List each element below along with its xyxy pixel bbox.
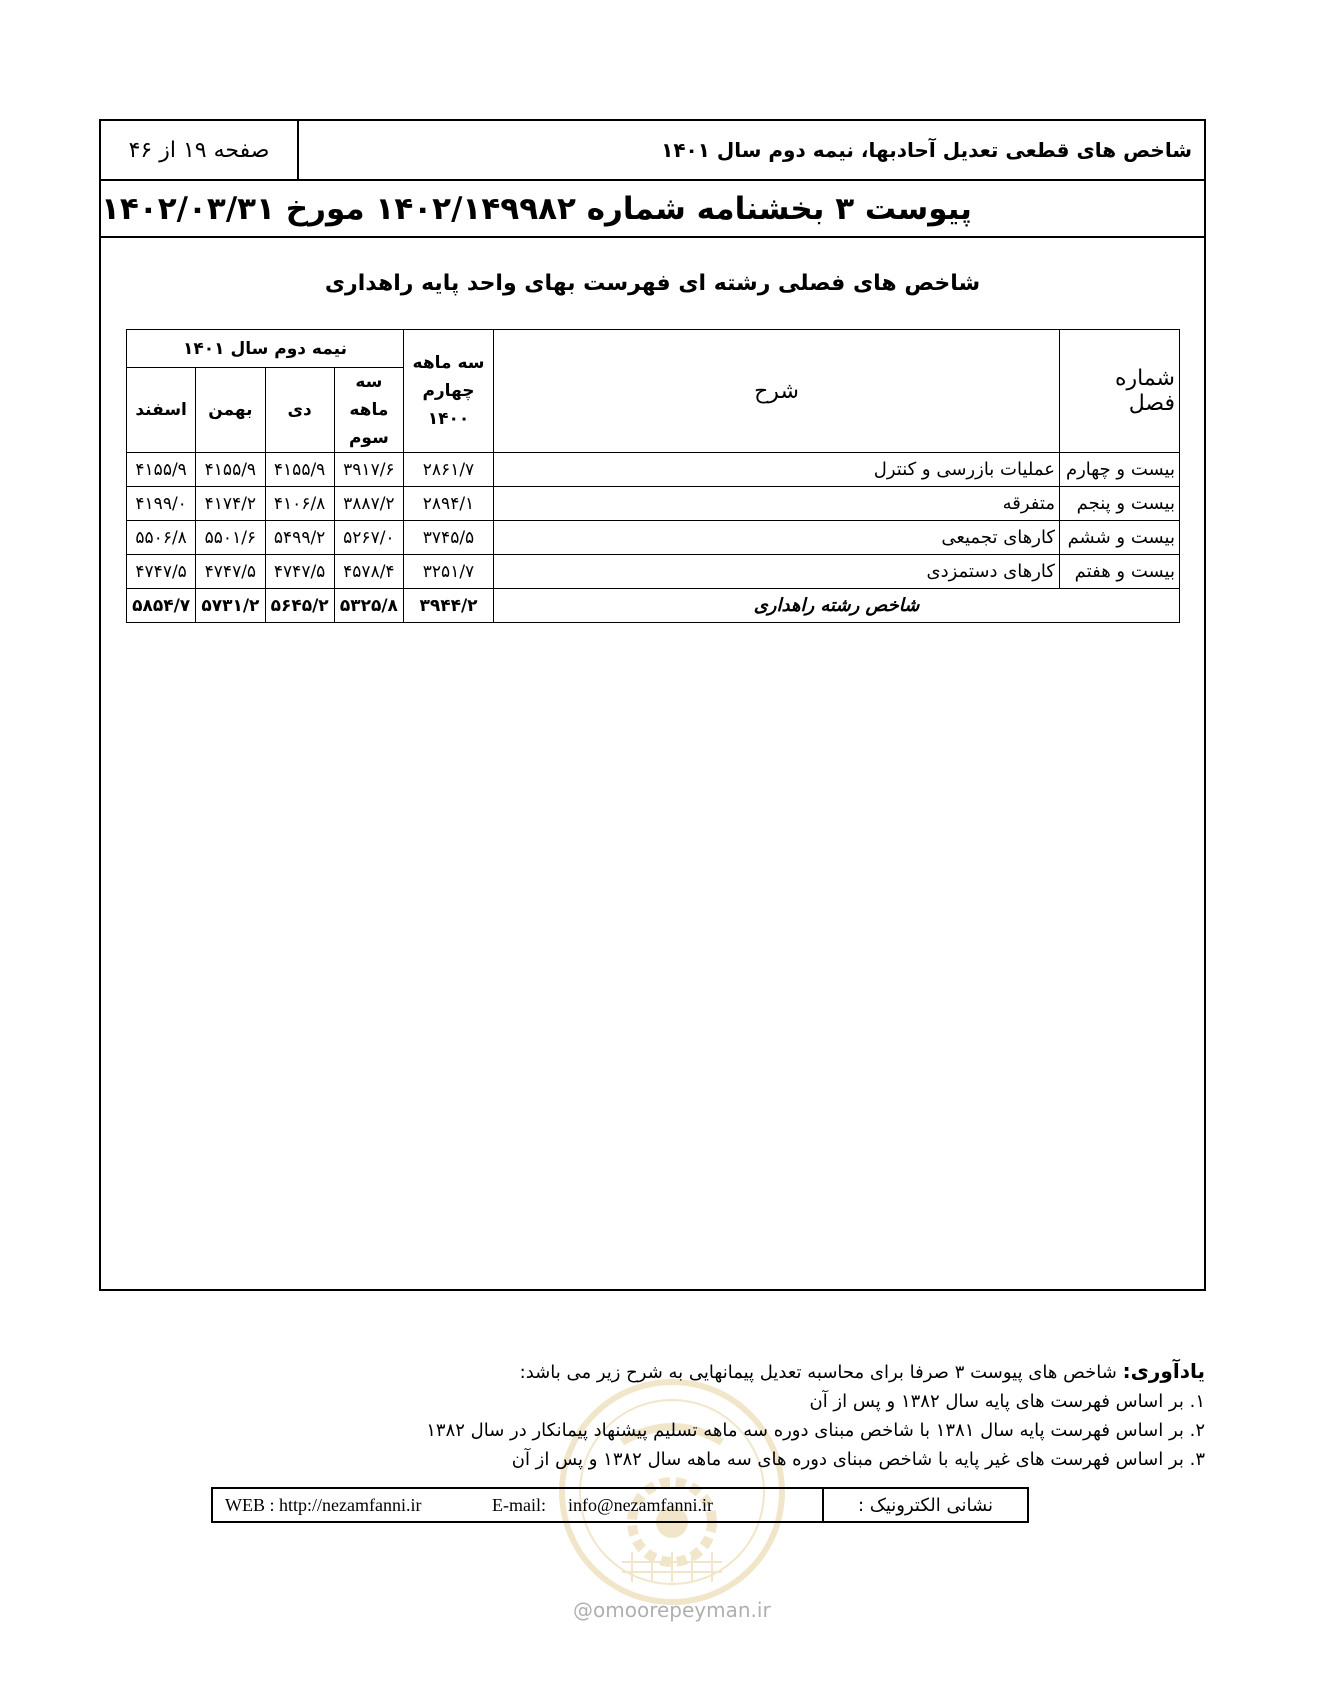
page-number: صفحه ۱۹ از ۴۶: [101, 121, 299, 179]
q4-cell: ۳۷۴۵/۵: [404, 521, 494, 555]
email-link[interactable]: info@nezamfanni.ir: [568, 1494, 714, 1515]
notes-label: یادآوری:: [1122, 1359, 1205, 1383]
table-row: [127, 521, 1180, 555]
index-table: [126, 329, 1180, 623]
notes-intro: شاخص های پیوست ۳ صرفا برای محاسبه تعدیل پیمانهایی به شرح زیر می باشد:: [519, 1362, 1117, 1383]
col-esfand-header: اسفند: [127, 368, 196, 453]
total-dey-cell: ۵۶۴۵/۲: [265, 589, 334, 623]
contact-label: نشانی الکترونیک :: [822, 1489, 1027, 1521]
esfand-cell: ۴۱۵۵/۹: [127, 453, 196, 487]
total-label: شاخص رشته راهداری: [494, 589, 1180, 623]
table-row: [127, 487, 1180, 521]
dey-cell: ۴۱۰۶/۸: [265, 487, 334, 521]
note-item: ۱. بر اساس فهرست های پایه سال ۱۳۸۲ و پس از آن: [809, 1391, 1205, 1412]
group-h2-1401-header: نیمه دوم سال ۱۴۰۱: [127, 330, 404, 368]
bahman-cell: ۴۱۷۴/۲: [196, 487, 265, 521]
col-desc-header: شرح: [494, 330, 1060, 453]
total-row: [127, 589, 1180, 623]
note-item: ۳. بر اساس فهرست های غیر پایه با شاخص مبنای دوره های سه ماهه سال ۱۳۸۲ و پس از آن: [511, 1449, 1205, 1470]
col-q4-1400-header: سه ماهه چهارم ۱۴۰۰: [404, 330, 494, 453]
q3-cell: ۴۵۷۸/۴: [334, 555, 403, 589]
chapter-cell: بیست و چهارم: [1060, 453, 1180, 487]
total-esfand-cell: ۵۸۵۴/۷: [127, 589, 196, 623]
chapter-cell: بیست و هفتم: [1060, 555, 1180, 589]
q4-cell: ۳۲۵۱/۷: [404, 555, 494, 589]
contact-box: [211, 1487, 1029, 1523]
dey-cell: ۴۱۵۵/۹: [265, 453, 334, 487]
table-row: [127, 453, 1180, 487]
esfand-cell: ۴۱۹۹/۰: [127, 487, 196, 521]
desc-cell: عملیات بازرسی و کنترل: [494, 453, 1060, 487]
note-item: ۲. بر اساس فهرست پایه سال ۱۳۸۱ با شاخص مبنای دوره سه ماهه تسلیم پیشنهاد پیمانکار در سال ۱۳۸۲: [426, 1420, 1205, 1441]
document-frame: [99, 119, 1206, 1291]
dey-cell: ۵۴۹۹/۲: [265, 521, 334, 555]
total-q3-cell: ۵۳۲۵/۸: [334, 589, 403, 623]
web-link[interactable]: WEB : http://nezamfanni.ir: [225, 1494, 422, 1515]
total-bahman-cell: ۵۷۳۱/۲: [196, 589, 265, 623]
bahman-cell: ۵۵۰۱/۶: [196, 521, 265, 555]
desc-cell: متفرقه: [494, 487, 1060, 521]
esfand-cell: ۴۷۴۷/۵: [127, 555, 196, 589]
chapter-cell: بیست و ششم: [1060, 521, 1180, 555]
table-row: [127, 555, 1180, 589]
total-q4-cell: ۳۹۴۴/۲: [404, 589, 494, 623]
chapter-cell: بیست و پنجم: [1060, 487, 1180, 521]
notes-section: [205, 1357, 1205, 1474]
bahman-cell: ۴۱۵۵/۹: [196, 453, 265, 487]
esfand-cell: ۵۵۰۶/۸: [127, 521, 196, 555]
document-title: شاخص های قطعی تعدیل آحادبها، نیمه دوم سال ۱۴۰۱: [661, 138, 1192, 162]
desc-cell: کارهای دستمزدی: [494, 555, 1060, 589]
col-chapter-header: شماره فصل: [1060, 330, 1180, 453]
annex-title: پیوست ۳ بخشنامه شماره ۱۴۰۲/۱۴۹۹۸۲ مورخ ۱۴۰۲/۰۳/۳۱: [101, 181, 1204, 238]
col-q3-header: سه ماهه سوم: [334, 368, 403, 453]
col-bahman-header: بهمن: [196, 368, 265, 453]
q4-cell: ۲۸۹۴/۱: [404, 487, 494, 521]
watermark-text: @omoorepeyman.ir: [573, 1598, 771, 1622]
q3-cell: ۳۹۱۷/۶: [334, 453, 403, 487]
bahman-cell: ۴۷۴۷/۵: [196, 555, 265, 589]
desc-cell: کارهای تجمیعی: [494, 521, 1060, 555]
q3-cell: ۳۸۸۷/۲: [334, 487, 403, 521]
col-dey-header: دی: [265, 368, 334, 453]
header-row: [101, 121, 1204, 181]
q3-cell: ۵۲۶۷/۰: [334, 521, 403, 555]
section-title: شاخص های فصلی رشته ای فهرست بهای واحد پایه راهداری: [324, 271, 981, 296]
q4-cell: ۲۸۶۱/۷: [404, 453, 494, 487]
dey-cell: ۴۷۴۷/۵: [265, 555, 334, 589]
email-label: E-mail:: [492, 1494, 546, 1515]
